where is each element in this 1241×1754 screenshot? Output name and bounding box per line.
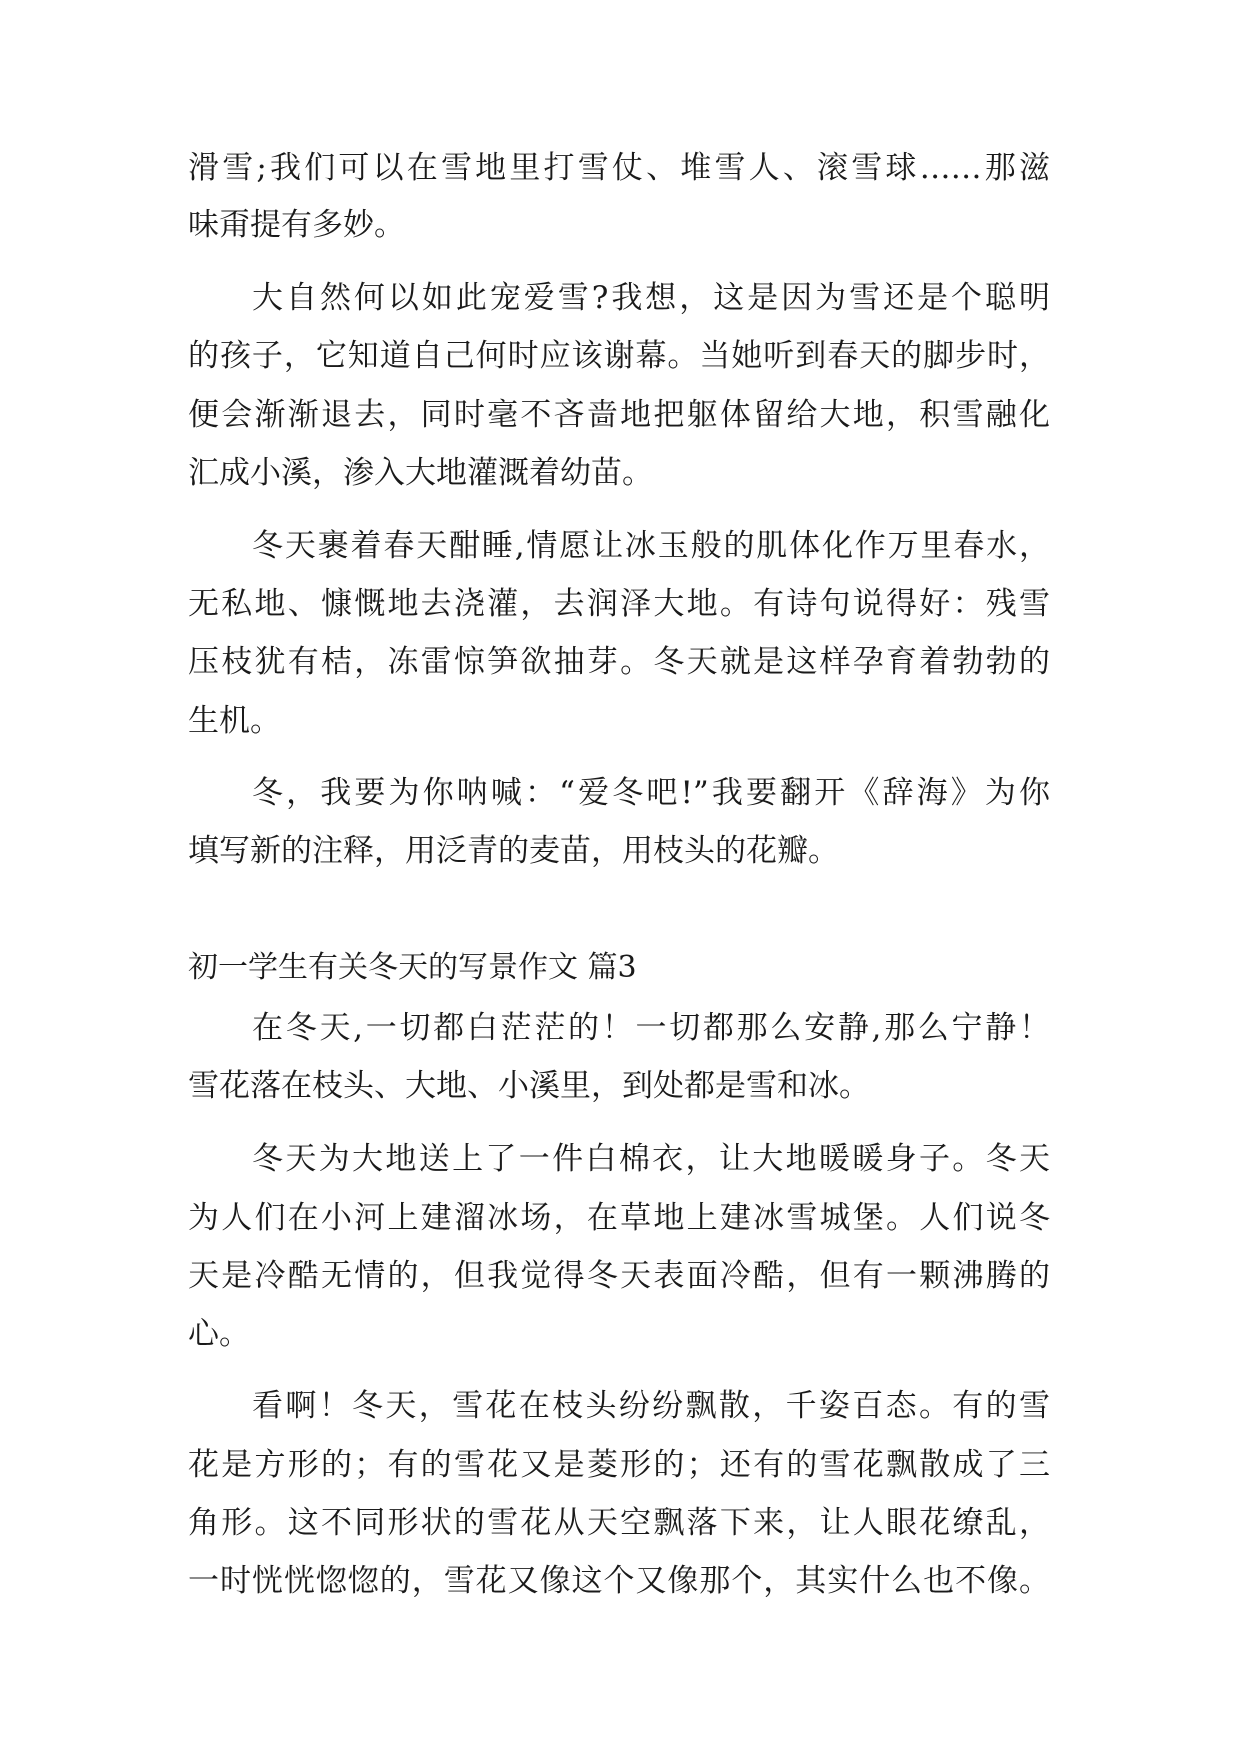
paragraph-line bbox=[0, 1190, 1241, 1246]
paragraph-line bbox=[0, 765, 1241, 821]
paragraph-line bbox=[0, 823, 1241, 879]
paragraph-line bbox=[0, 693, 1241, 749]
text-line: 天是冷酷无情的，但我觉得冬天表面冷酷，但有一颗沸腾的 bbox=[188, 1258, 1050, 1294]
text-line: 压枝犹有桔，冻雷惊笋欲抽芽。冬天就是这样孕育着勃勃的 bbox=[188, 644, 1050, 680]
paragraph-line bbox=[0, 1058, 1241, 1114]
paragraph-line bbox=[0, 518, 1241, 574]
text-line: 的孩子，它知道自己何时应该谢幕。当她听到春天的脚步时， bbox=[188, 338, 1050, 374]
text-line: 汇成小溪，渗入大地灌溉着幼苗。 bbox=[188, 455, 653, 491]
text-line: 雪花落在枝头、大地、小溪里，到处都是雪和冰。 bbox=[188, 1068, 870, 1104]
text-line: 冬，我要为你呐喊：“爱冬吧!”我要翻开《辞海》为你 bbox=[252, 775, 1050, 811]
text-line: 冬天为大地送上了一件白棉衣，让大地暖暖身子。冬天 bbox=[252, 1141, 1050, 1177]
paragraph-line bbox=[0, 1437, 1241, 1493]
text-line: 生机。 bbox=[188, 703, 281, 739]
text-line: 填写新的注释，用泛青的麦苗，用枝头的花瓣。 bbox=[188, 833, 839, 869]
paragraph-line bbox=[0, 140, 1241, 196]
text-line: 心。 bbox=[188, 1316, 250, 1352]
paragraph-line bbox=[0, 1000, 1241, 1056]
paragraph-line bbox=[0, 387, 1241, 443]
paragraph-line bbox=[0, 270, 1241, 326]
paragraph-line bbox=[0, 634, 1241, 690]
paragraph-line bbox=[0, 1248, 1241, 1304]
paragraph-line bbox=[0, 576, 1241, 632]
paragraph-line bbox=[0, 1131, 1241, 1187]
paragraph-line bbox=[0, 1495, 1241, 1551]
text-line: 大自然何以如此宠爱雪?我想，这是因为雪还是个聪明 bbox=[252, 280, 1050, 316]
paragraph-line bbox=[0, 328, 1241, 384]
section-heading bbox=[0, 940, 1241, 996]
paragraph-line bbox=[0, 1378, 1241, 1434]
text-line: 便会渐渐退去，同时毫不吝啬地把躯体留给大地，积雪融化 bbox=[188, 397, 1050, 433]
text-line: 看啊！冬天，雪花在枝头纷纷飘散，千姿百态。有的雪 bbox=[252, 1388, 1050, 1424]
text-line: 花是方形的；有的雪花又是菱形的；还有的雪花飘散成了三 bbox=[188, 1447, 1050, 1483]
paragraph-line bbox=[0, 1553, 1241, 1609]
text-line: 无私地、慷慨地去浇灌，去润泽大地。有诗句说得好：残雪 bbox=[188, 586, 1050, 622]
text-line: 冬天裹着春天酣睡,情愿让冰玉般的肌体化作万里春水， bbox=[252, 528, 1050, 564]
text-line: 一时恍恍惚惚的，雪花又像这个又像那个，其实什么也不像。 bbox=[188, 1563, 1050, 1599]
heading-text: 初一学生有关冬天的写景作文 篇3 bbox=[188, 950, 637, 985]
text-line: 为人们在小河上建溜冰场，在草地上建冰雪城堡。人们说冬 bbox=[188, 1200, 1050, 1236]
paragraph-line bbox=[0, 1306, 1241, 1362]
paragraph-line bbox=[0, 445, 1241, 501]
text-line: 在冬天,一切都白茫茫的！一切都那么安静,那么宁静！ bbox=[252, 1010, 1050, 1046]
text-line: 角形。这不同形状的雪花从天空飘落下来，让人眼花缭乱， bbox=[188, 1505, 1050, 1541]
paragraph-line bbox=[0, 197, 1241, 253]
text-line: 滑雪;我们可以在雪地里打雪仗、堆雪人、滚雪球……那滋 bbox=[188, 150, 1050, 186]
text-line: 味甭提有多妙。 bbox=[188, 207, 405, 243]
